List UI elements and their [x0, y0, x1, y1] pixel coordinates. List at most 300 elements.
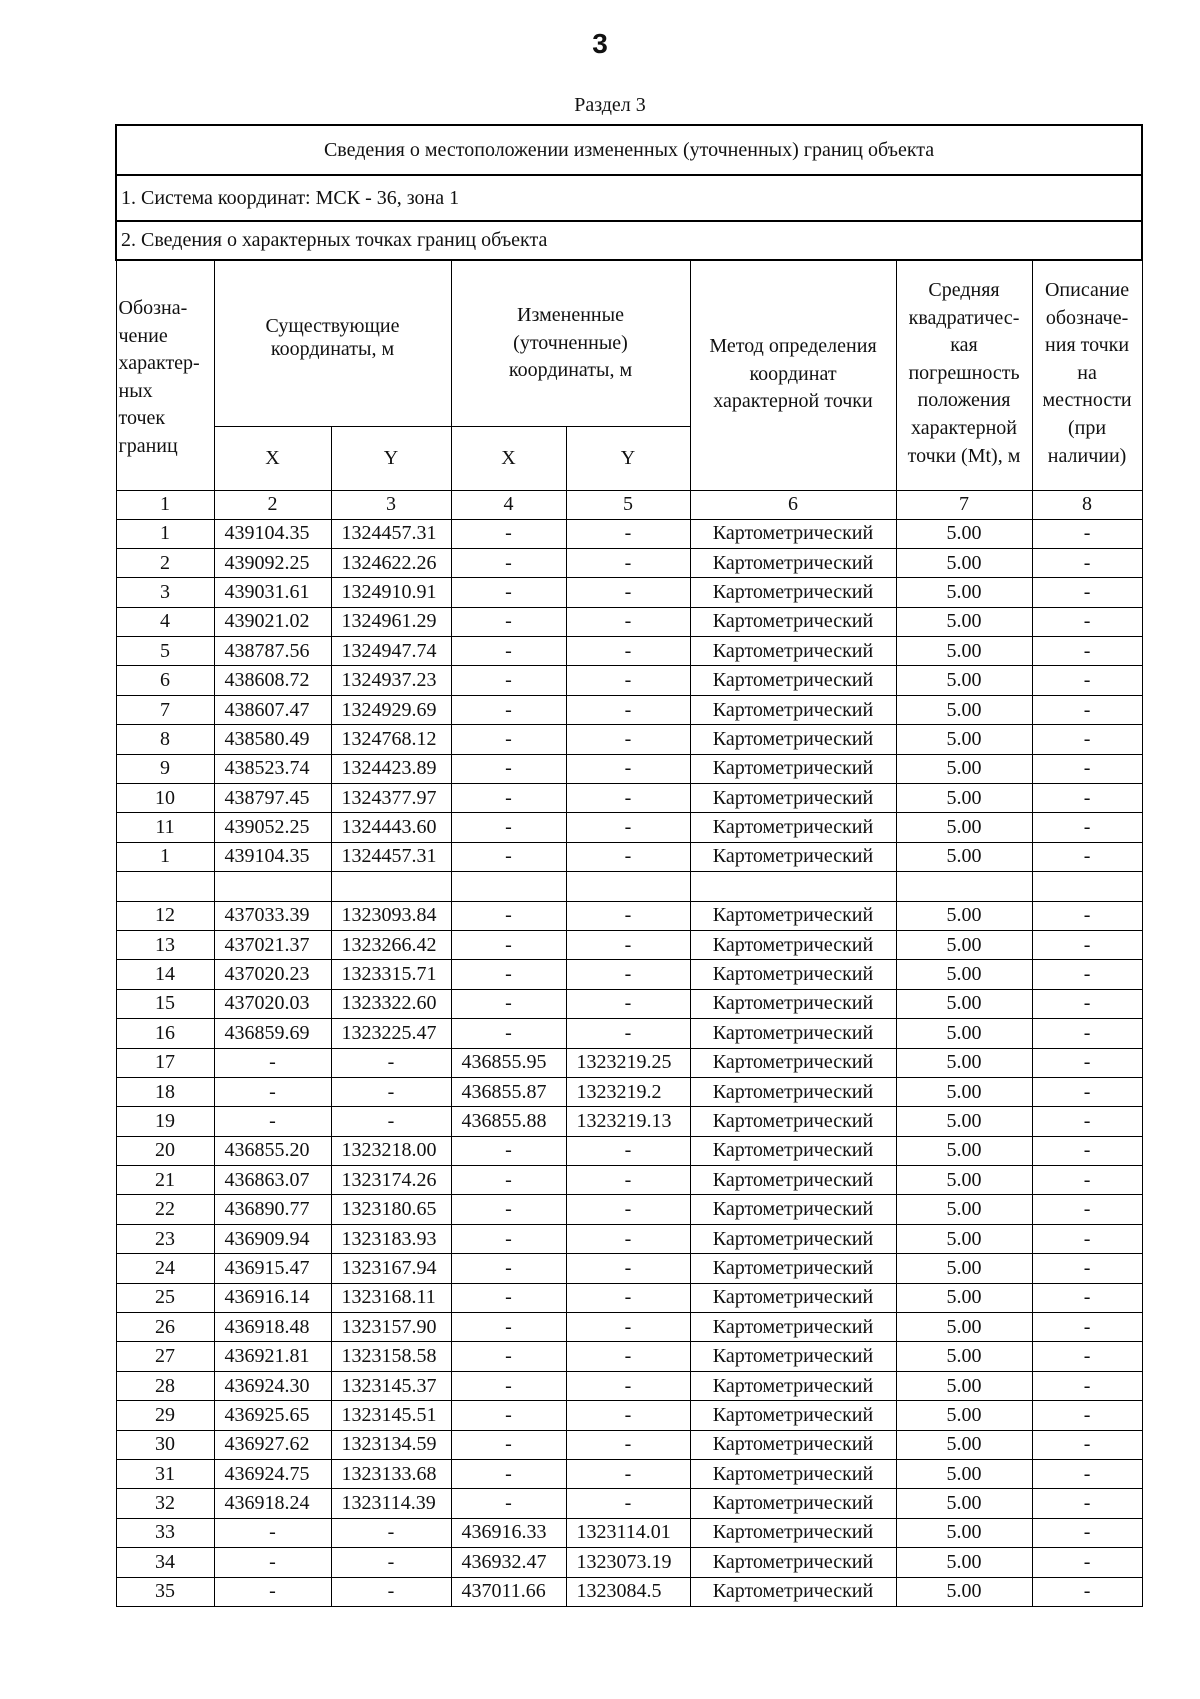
cell-existing-y: 1324937.23 [331, 666, 451, 695]
cell-changed-x: - [451, 578, 566, 607]
cell-changed-x: - [451, 1166, 566, 1195]
column-number-row [116, 490, 1142, 519]
cell-existing-y: 1324961.29 [331, 607, 451, 636]
table-row [116, 1019, 1142, 1048]
cell-changed-y: - [566, 901, 690, 930]
cell-point-number: 28 [116, 1371, 214, 1400]
cell-changed-y: - [566, 578, 690, 607]
cell-point-number: 35 [116, 1577, 214, 1606]
cell-mean-error: 5.00 [896, 519, 1032, 548]
cell-point-number: 7 [116, 695, 214, 724]
cell-description: - [1032, 1254, 1142, 1283]
cell-mean-error: 5.00 [896, 1077, 1032, 1106]
cell-point-number: 14 [116, 960, 214, 989]
cell-description: - [1032, 1401, 1142, 1430]
cell-changed-x: - [451, 960, 566, 989]
cell-existing-y: 1323134.59 [331, 1430, 451, 1459]
cell-point-number: 21 [116, 1166, 214, 1195]
cell-changed-y: - [566, 637, 690, 666]
column-number: 8 [1032, 490, 1142, 519]
cell-existing-x: - [214, 1548, 331, 1577]
cell-mean-error: 5.00 [896, 1371, 1032, 1400]
cell-description: - [1032, 1489, 1142, 1518]
cell-method [690, 872, 896, 901]
cell-changed-y: - [566, 1254, 690, 1283]
cell-existing-x: - [214, 1077, 331, 1106]
cell-changed-y: - [566, 519, 690, 548]
cell-point-number: 5 [116, 637, 214, 666]
cell-changed-y: 1323219.2 [566, 1077, 690, 1106]
cell-existing-x: 437020.03 [214, 989, 331, 1018]
cell-method: Картометрический [690, 1048, 896, 1077]
cell-changed-x: - [451, 519, 566, 548]
table-row [116, 1548, 1142, 1577]
cell-existing-y: 1324910.91 [331, 578, 451, 607]
cell-existing-x: 436921.81 [214, 1342, 331, 1371]
cell-mean-error: 5.00 [896, 754, 1032, 783]
cell-method: Картометрический [690, 1460, 896, 1489]
cell-changed-y: - [566, 1313, 690, 1342]
cell-existing-y: - [331, 1077, 451, 1106]
table-row [116, 1166, 1142, 1195]
cell-method: Картометрический [690, 1224, 896, 1253]
cell-description: - [1032, 754, 1142, 783]
cell-changed-y: - [566, 548, 690, 577]
cell-changed-y: - [566, 842, 690, 871]
cell-mean-error: 5.00 [896, 1489, 1032, 1518]
cell-mean-error: 5.00 [896, 842, 1032, 871]
cell-mean-error: 5.00 [896, 784, 1032, 813]
cell-changed-y: - [566, 930, 690, 959]
cell-existing-y: 1323315.71 [331, 960, 451, 989]
cell-existing-x [214, 872, 331, 901]
cell-changed-x: - [451, 930, 566, 959]
cell-mean-error: 5.00 [896, 1254, 1032, 1283]
table-row [116, 1489, 1142, 1518]
cell-method: Картометрический [690, 1342, 896, 1371]
cell-changed-y: - [566, 1460, 690, 1489]
cell-existing-y: 1323093.84 [331, 901, 451, 930]
cell-changed-y: 1323219.13 [566, 1107, 690, 1136]
cell-changed-x: 437011.66 [451, 1577, 566, 1606]
cell-point-number: 10 [116, 784, 214, 813]
cell-point-number: 13 [116, 930, 214, 959]
cell-point-number: 25 [116, 1283, 214, 1312]
cell-changed-y: - [566, 1430, 690, 1459]
table-row [116, 960, 1142, 989]
table-row [116, 578, 1142, 607]
cell-description: - [1032, 725, 1142, 754]
cell-changed-y: - [566, 1489, 690, 1518]
cell-existing-y: 1324768.12 [331, 725, 451, 754]
cell-existing-x: 438580.49 [214, 725, 331, 754]
cell-mean-error: 5.00 [896, 901, 1032, 930]
cell-point-number: 19 [116, 1107, 214, 1136]
cell-existing-y: 1323174.26 [331, 1166, 451, 1195]
cell-point-number: 32 [116, 1489, 214, 1518]
cell-existing-x: 438607.47 [214, 695, 331, 724]
cell-point-number: 2 [116, 548, 214, 577]
cell-changed-x: - [451, 548, 566, 577]
cell-mean-error: 5.00 [896, 548, 1032, 577]
header-changed-y: Y [566, 426, 690, 490]
cell-existing-y: 1323114.39 [331, 1489, 451, 1518]
cell-existing-y: 1323266.42 [331, 930, 451, 959]
cell-existing-x: 439092.25 [214, 548, 331, 577]
coordinate-system: 1. Система координат: МСК - 36, зона 1 [116, 175, 1142, 221]
cell-method: Картометрический [690, 1371, 896, 1400]
cell-changed-x: 436855.87 [451, 1077, 566, 1106]
table-row [116, 1371, 1142, 1400]
cell-method: Картометрический [690, 842, 896, 871]
cell-existing-x: 436890.77 [214, 1195, 331, 1224]
cell-existing-y: 1323218.00 [331, 1136, 451, 1165]
cell-changed-y: - [566, 1371, 690, 1400]
cell-existing-x: 439031.61 [214, 578, 331, 607]
cell-mean-error: 5.00 [896, 1136, 1032, 1165]
header-changed-coords: Измененные (уточненные) координаты, м [451, 260, 690, 426]
cell-existing-x: 438797.45 [214, 784, 331, 813]
section-title: Раздел 3 [574, 94, 646, 116]
table-row [116, 637, 1142, 666]
table-row [116, 1430, 1142, 1459]
cell-description: - [1032, 1224, 1142, 1253]
column-number: 3 [331, 490, 451, 519]
table-row [116, 1048, 1142, 1077]
table-title: Сведения о местоположении измененных (уточненных) границ объекта [116, 125, 1142, 175]
cell-point-number: 30 [116, 1430, 214, 1459]
cell-method: Картометрический [690, 1166, 896, 1195]
cell-method: Картометрический [690, 637, 896, 666]
cell-existing-y: 1323183.93 [331, 1224, 451, 1253]
table-row [116, 989, 1142, 1018]
table-row [116, 930, 1142, 959]
cell-point-number: 1 [116, 842, 214, 871]
table-row [116, 548, 1142, 577]
cell-mean-error: 5.00 [896, 578, 1032, 607]
cell-changed-y: - [566, 1342, 690, 1371]
cell-existing-x: 436863.07 [214, 1166, 331, 1195]
cell-changed-y: 1323073.19 [566, 1548, 690, 1577]
cell-existing-y: 1324423.89 [331, 754, 451, 783]
cell-existing-x: - [214, 1577, 331, 1606]
cell-changed-x: 436916.33 [451, 1518, 566, 1547]
cell-mean-error: 5.00 [896, 1283, 1032, 1312]
cell-mean-error: 5.00 [896, 1577, 1032, 1606]
cell-description: - [1032, 548, 1142, 577]
cell-point-number: 26 [116, 1313, 214, 1342]
cell-changed-y: - [566, 1195, 690, 1224]
cell-method: Картометрический [690, 989, 896, 1018]
cell-existing-x: 436918.48 [214, 1313, 331, 1342]
header-mean-error: Средняя квадратичес- кая погрешность положения характерной точки (Mt), м [896, 260, 1032, 490]
cell-point-number: 33 [116, 1518, 214, 1547]
cell-description: - [1032, 1048, 1142, 1077]
cell-description: - [1032, 666, 1142, 695]
header-method: Метод определения координат характерной точки [690, 260, 896, 490]
cell-point-number: 31 [116, 1460, 214, 1489]
cell-point-number: 1 [116, 519, 214, 548]
cell-method: Картометрический [690, 548, 896, 577]
cell-existing-x: 438523.74 [214, 754, 331, 783]
cell-existing-y: 1323145.37 [331, 1371, 451, 1400]
cell-description: - [1032, 1283, 1142, 1312]
cell-existing-x: 439021.02 [214, 607, 331, 636]
cell-point-number: 20 [116, 1136, 214, 1165]
table-row [116, 607, 1142, 636]
cell-mean-error: 5.00 [896, 930, 1032, 959]
cell-changed-y: - [566, 1136, 690, 1165]
cell-method: Картометрический [690, 607, 896, 636]
cell-description: - [1032, 842, 1142, 871]
cell-changed-x: - [451, 725, 566, 754]
cell-changed-y: 1323219.25 [566, 1048, 690, 1077]
table-row [116, 1136, 1142, 1165]
cell-changed-x: - [451, 813, 566, 842]
cell-existing-y: - [331, 1577, 451, 1606]
cell-method: Картометрический [690, 960, 896, 989]
cell-description: - [1032, 989, 1142, 1018]
table-row [116, 519, 1142, 548]
cell-mean-error: 5.00 [896, 1107, 1032, 1136]
cell-existing-y: 1324947.74 [331, 637, 451, 666]
cell-description: - [1032, 695, 1142, 724]
cell-method: Картометрический [690, 1283, 896, 1312]
cell-existing-x: 439104.35 [214, 842, 331, 871]
cell-existing-y: 1324457.31 [331, 842, 451, 871]
cell-changed-y: - [566, 1224, 690, 1253]
table-row [116, 1107, 1142, 1136]
cell-description: - [1032, 901, 1142, 930]
cell-description: - [1032, 1430, 1142, 1459]
cell-changed-y: - [566, 1019, 690, 1048]
cell-method: Картометрический [690, 1254, 896, 1283]
cell-mean-error: 5.00 [896, 725, 1032, 754]
cell-changed-y [566, 872, 690, 901]
cell-existing-y: 1324443.60 [331, 813, 451, 842]
cell-mean-error: 5.00 [896, 1195, 1032, 1224]
cell-existing-y: 1323167.94 [331, 1254, 451, 1283]
cell-existing-x: 437020.23 [214, 960, 331, 989]
cell-method: Картометрический [690, 1577, 896, 1606]
cell-changed-y: 1323114.01 [566, 1518, 690, 1547]
cell-existing-x: 436909.94 [214, 1224, 331, 1253]
cell-method: Картометрический [690, 1548, 896, 1577]
cell-method: Картометрический [690, 1489, 896, 1518]
column-number: 1 [116, 490, 214, 519]
cell-changed-x: - [451, 666, 566, 695]
table-row [116, 725, 1142, 754]
cell-existing-x: 437033.39 [214, 901, 331, 930]
cell-description: - [1032, 1195, 1142, 1224]
cell-point-number: 11 [116, 813, 214, 842]
cell-changed-x: - [451, 1195, 566, 1224]
cell-changed-x: - [451, 607, 566, 636]
cell-changed-y: - [566, 989, 690, 1018]
cell-method: Картометрический [690, 901, 896, 930]
cell-changed-y: - [566, 784, 690, 813]
cell-changed-x: - [451, 901, 566, 930]
cell-existing-y: 1324457.31 [331, 519, 451, 548]
cell-point-number: 29 [116, 1401, 214, 1430]
cell-mean-error: 5.00 [896, 1048, 1032, 1077]
cell-changed-x: - [451, 1371, 566, 1400]
table-row [116, 1577, 1142, 1606]
cell-existing-y: - [331, 1107, 451, 1136]
cell-existing-y: 1323133.68 [331, 1460, 451, 1489]
cell-description: - [1032, 1166, 1142, 1195]
cell-changed-x: - [451, 1430, 566, 1459]
cell-changed-y: - [566, 960, 690, 989]
cell-mean-error: 5.00 [896, 1548, 1032, 1577]
cell-changed-y: - [566, 1401, 690, 1430]
cell-changed-x: 436855.88 [451, 1107, 566, 1136]
cell-existing-x: 439052.25 [214, 813, 331, 842]
header-changed-x: X [451, 426, 566, 490]
cell-existing-x: 437021.37 [214, 930, 331, 959]
cell-method: Картометрический [690, 578, 896, 607]
cell-mean-error: 5.00 [896, 1019, 1032, 1048]
cell-mean-error: 5.00 [896, 1342, 1032, 1371]
cell-changed-x: - [451, 1401, 566, 1430]
column-number: 7 [896, 490, 1032, 519]
cell-point-number: 23 [116, 1224, 214, 1253]
cell-point-number [116, 872, 214, 901]
header-point-description: Описание обозначе- ния точки на местности (при наличии) [1032, 260, 1142, 490]
cell-existing-x: 436927.62 [214, 1430, 331, 1459]
cell-description: - [1032, 1136, 1142, 1165]
cell-existing-x: 436915.47 [214, 1254, 331, 1283]
cell-existing-x: 436855.20 [214, 1136, 331, 1165]
cell-method: Картометрический [690, 1107, 896, 1136]
cell-existing-x: 436916.14 [214, 1283, 331, 1312]
cell-method: Картометрический [690, 1019, 896, 1048]
cell-method: Картометрический [690, 519, 896, 548]
cell-mean-error: 5.00 [896, 637, 1032, 666]
cell-description: - [1032, 960, 1142, 989]
table-row [116, 1195, 1142, 1224]
cell-point-number: 3 [116, 578, 214, 607]
cell-method: Картометрический [690, 1430, 896, 1459]
cell-changed-x: 436855.95 [451, 1048, 566, 1077]
cell-point-number: 27 [116, 1342, 214, 1371]
cell-existing-x: 436924.75 [214, 1460, 331, 1489]
cell-changed-x: - [451, 1313, 566, 1342]
cell-changed-x: 436932.47 [451, 1548, 566, 1577]
cell-mean-error: 5.00 [896, 1166, 1032, 1195]
cell-existing-y: 1324377.97 [331, 784, 451, 813]
cell-changed-x: - [451, 1489, 566, 1518]
cell-changed-x: - [451, 1283, 566, 1312]
table-body [116, 519, 1142, 1606]
cell-description: - [1032, 1548, 1142, 1577]
cell-existing-x: 436925.65 [214, 1401, 331, 1430]
cell-changed-x: - [451, 1224, 566, 1253]
cell-changed-x: - [451, 989, 566, 1018]
column-number: 5 [566, 490, 690, 519]
cell-changed-y: - [566, 607, 690, 636]
column-number: 6 [690, 490, 896, 519]
cell-mean-error: 5.00 [896, 666, 1032, 695]
cell-changed-x: - [451, 695, 566, 724]
cell-mean-error: 5.00 [896, 695, 1032, 724]
cell-point-number: 24 [116, 1254, 214, 1283]
table-row [116, 1224, 1142, 1253]
cell-existing-y: 1323157.90 [331, 1313, 451, 1342]
cell-method: Картометрический [690, 1313, 896, 1342]
cell-description: - [1032, 784, 1142, 813]
cell-mean-error: 5.00 [896, 1460, 1032, 1489]
cell-existing-x: - [214, 1518, 331, 1547]
cell-description: - [1032, 607, 1142, 636]
table-row [116, 695, 1142, 724]
cell-changed-x: - [451, 784, 566, 813]
cell-changed-x [451, 872, 566, 901]
table-row [116, 666, 1142, 695]
cell-existing-y: - [331, 1518, 451, 1547]
table-row [116, 1283, 1142, 1312]
cell-existing-x: 439104.35 [214, 519, 331, 548]
points-section-title: 2. Сведения о характерных точках границ объекта [116, 221, 1142, 260]
cell-existing-y: 1324929.69 [331, 695, 451, 724]
cell-description: - [1032, 637, 1142, 666]
cell-point-number: 15 [116, 989, 214, 1018]
cell-changed-y: - [566, 666, 690, 695]
table-row [116, 1460, 1142, 1489]
cell-existing-x: 438608.72 [214, 666, 331, 695]
cell-existing-y: 1323158.58 [331, 1342, 451, 1371]
cell-method: Картометрический [690, 813, 896, 842]
table-row [116, 1342, 1142, 1371]
boundary-points-table [115, 124, 1143, 1607]
cell-existing-x: 436918.24 [214, 1489, 331, 1518]
cell-point-number: 34 [116, 1548, 214, 1577]
cell-point-number: 4 [116, 607, 214, 636]
cell-method: Картометрический [690, 1401, 896, 1430]
table-row [116, 842, 1142, 871]
cell-description [1032, 872, 1142, 901]
cell-mean-error: 5.00 [896, 607, 1032, 636]
cell-changed-y: - [566, 1166, 690, 1195]
table-row [116, 1518, 1142, 1547]
cell-method: Картометрический [690, 666, 896, 695]
header-designation: Обозна- чение характер- ных точек границ [116, 260, 214, 490]
cell-existing-y: - [331, 1548, 451, 1577]
header-existing-y: Y [331, 426, 451, 490]
cell-changed-x: - [451, 1254, 566, 1283]
cell-mean-error: 5.00 [896, 960, 1032, 989]
column-number: 4 [451, 490, 566, 519]
cell-description: - [1032, 578, 1142, 607]
table-row [116, 1254, 1142, 1283]
header-existing-x: X [214, 426, 331, 490]
cell-method: Картометрический [690, 1195, 896, 1224]
cell-mean-error: 5.00 [896, 1430, 1032, 1459]
cell-description: - [1032, 1342, 1142, 1371]
cell-description: - [1032, 1371, 1142, 1400]
cell-changed-x: - [451, 1342, 566, 1371]
table-row [116, 1077, 1142, 1106]
cell-description: - [1032, 1077, 1142, 1106]
cell-point-number: 6 [116, 666, 214, 695]
page-number: 3 [592, 28, 608, 59]
cell-existing-x: 436859.69 [214, 1019, 331, 1048]
header-existing-coords: Существующие координаты, м [214, 260, 451, 426]
cell-point-number: 22 [116, 1195, 214, 1224]
cell-changed-x: - [451, 842, 566, 871]
table-row [116, 1401, 1142, 1430]
cell-description: - [1032, 1518, 1142, 1547]
